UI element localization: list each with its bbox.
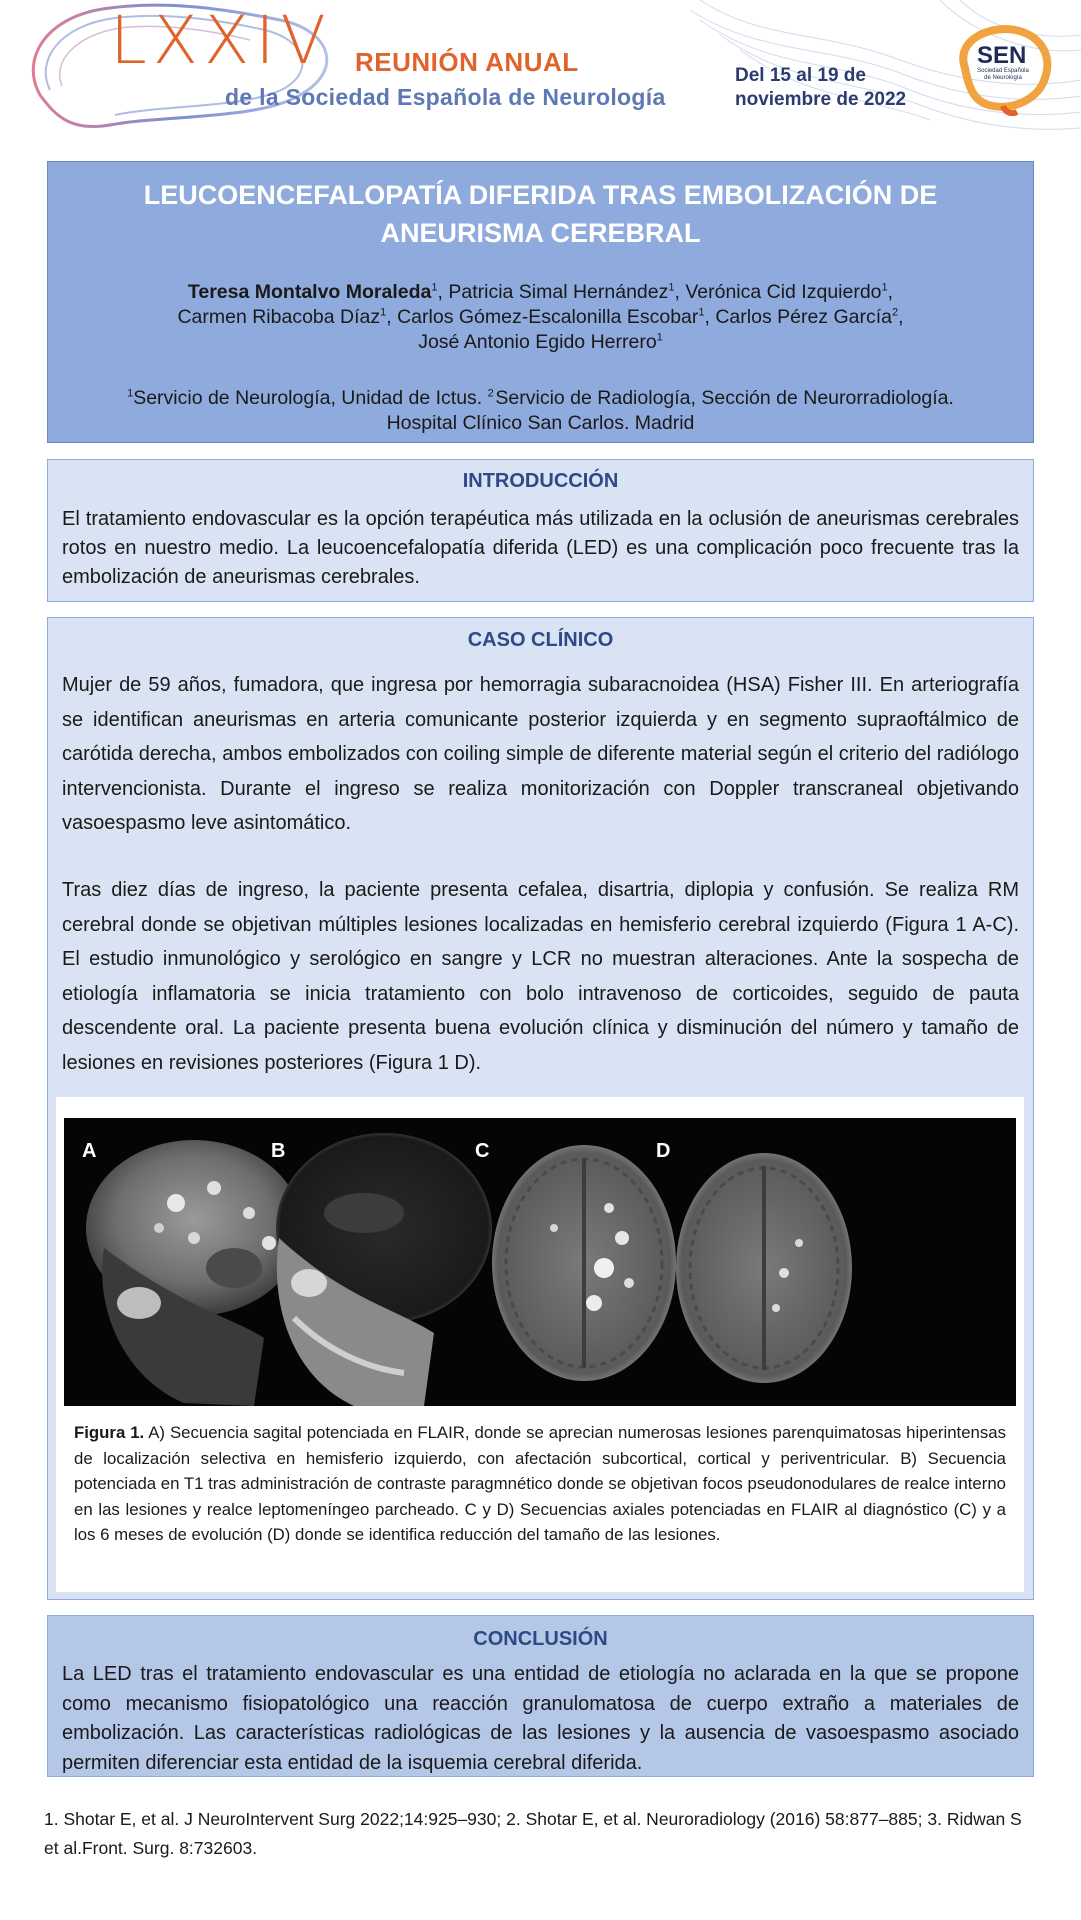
- author-affiliation-mark: 1: [380, 306, 387, 319]
- author-affiliation-mark: 1: [431, 281, 438, 294]
- mri-illustration: [64, 1118, 1016, 1406]
- author-name: Carlos Pérez García: [715, 306, 892, 328]
- affiliation-2: Servicio de Radiología, Sección de Neurorradiología.: [495, 387, 954, 409]
- sen-logo-text: SEN: [977, 42, 1027, 69]
- author-name: Carlos Gómez-Escalonilla Escobar: [397, 306, 699, 328]
- author-name: Carmen Ribacoba Díaz: [177, 306, 381, 328]
- case-section: [47, 617, 1034, 1600]
- author-affiliation-mark: 2: [892, 306, 899, 319]
- affiliations: [48, 386, 1033, 436]
- author-list: Teresa Montalvo Moraleda$^1$, Patricia Simal Hernández$^1$, Verónica Cid Izquierdo$^1$, Carmen Ribacoba Díaz$^1$, Carlos Gómez-Escalonilla Escobar$^1$, Carlos Pérez García$^2$, José Antonio Egido Herrero$^1$: [177, 281, 904, 353]
- figure-caption-text: A) Secuencia sagital potenciada en FLAIR, donde se aprecian numerosas lesiones parenquimatosas hiperintensas de localización selectiva en hemisferio izquierdo, con afectación subcortical, cortical y periventricular. B) Secuencia potenciada en T1 tras administración de contraste paragmnético donde se objetivan focos pseudonodulares de realce interno en las lesiones y realce leptomeníngeo parcheado. C y D) Secuencias axiales potenciadas en FLAIR al diagnóstico (C) y a los 6 meses de evolución (D) donde se identifica reducción del tamaño de las lesiones.: [74, 1423, 1006, 1544]
- mri-image-strip: [64, 1118, 1016, 1406]
- author-affiliation-mark: 1: [656, 331, 663, 344]
- section-text: La LED tras el tratamiento endovascular es una entidad de etiología no aclarada en la que se propone como mecanismo fisiopatológico una reacción granulomatosa de cuerpo extraño a materiales de embolización. Las características radiológicas de las lesiones y la ausencia de vasoespasmo asociado permiten diferenciar esta entidad de la isquemia cerebral diferida.: [62, 1663, 1019, 1774]
- introduction-section: [47, 459, 1034, 602]
- poster-title: LEUCOENCEFALOPATÍA DIFERIDA TRAS EMBOLIZACIÓN DE ANEURISMA CEREBRAL: [143, 180, 938, 248]
- author-name: Teresa Montalvo Moraleda: [187, 281, 432, 303]
- figure-caption: [74, 1420, 1006, 1548]
- panel-label-d: D: [656, 1140, 671, 1162]
- author-name: Patricia Simal Hernández: [448, 281, 669, 303]
- section-heading: CONCLUSIÓN: [473, 1628, 608, 1650]
- figure-1: [56, 1097, 1024, 1592]
- affiliation-mark: 2: [487, 387, 494, 400]
- congress-subtitle: de la Sociedad Española de Neurología: [225, 84, 666, 110]
- author-affiliation-mark: 1: [881, 281, 888, 294]
- author-name: José Antonio Egido Herrero: [418, 331, 657, 353]
- affiliation-mark: 1: [127, 387, 134, 400]
- section-heading: CASO CLÍNICO: [467, 629, 614, 651]
- mri-panel-b: [276, 1133, 492, 1406]
- title-block: [47, 161, 1034, 443]
- congress-banner: [0, 0, 1081, 135]
- panel-label-b: B: [271, 1140, 286, 1162]
- sen-logo-subtext: Sociedad Española de Neurología: [977, 68, 1029, 81]
- section-text: El tratamiento endovascular es la opción terapéutica más utilizada en la oclusión de aneurismas cerebrales rotos en nuestro medio. La leucoencefalopatía diferida (LED) es una complicación poco frecuente tras la embolización de aneurismas cerebrales.: [62, 508, 1019, 588]
- mri-panel-d: [676, 1153, 852, 1383]
- section-heading: INTRODUCCIÓN: [462, 470, 619, 492]
- case-paragraph: Tras diez días de ingreso, la paciente presenta cefalea, disartria, diplopia y confusión. Se realiza RM cerebral donde se objetivan múltiples lesiones localizadas en hemisferio cerebral izquierdo (Figura 1 A-C). El estudio inmunológico y serológico en sangre y LCR no muestran alteraciones. Ante la sospecha de etiología inflamatoria se inicia tratamiento con bolo intravenoso de corticoides, seguido de pauta descendente oral. La paciente presenta buena evolución clínica y disminución del número y tamaño de lesiones en revisiones posteriores (Figura 1 D).: [62, 879, 1019, 1074]
- conclusion-section: [47, 1615, 1034, 1777]
- congress-dates: Del 15 al 19 de noviembre de 2022: [735, 65, 907, 110]
- author-name: Verónica Cid Izquierdo: [685, 281, 882, 303]
- panel-label-c: C: [475, 1140, 490, 1162]
- figure-caption-label: Figura 1.: [74, 1423, 145, 1442]
- affiliation-1: Servicio de Neurología, Unidad de Ictus.: [133, 387, 483, 409]
- references: 1. Shotar E, et al. J NeuroIntervent Surg 2022;14:925–930; 2. Shotar E, et al. Neuroradiology (2016) 58:877–885; 3. Ridwan S et al.Front. Surg. 8:732603.: [44, 1809, 1022, 1858]
- affiliation-3: Hospital Clínico San Carlos. Madrid: [386, 412, 695, 434]
- congress-title: REUNIÓN ANUAL: [355, 47, 579, 77]
- mri-panel-c: [492, 1145, 676, 1381]
- author-affiliation-mark: 1: [698, 306, 705, 319]
- congress-number: LXXIV: [110, 2, 332, 79]
- mri-panel-a: [86, 1140, 302, 1406]
- case-paragraph: Mujer de 59 años, fumadora, que ingresa por hemorragia subaracnoidea (HSA) Fisher III. En arteriografía se identifican aneurismas en arteria comunicante posterior izquierda y en segmento supraoftálmico de carótida derecha, ambos embolizados con coiling simple de diferente material según el criterio del radiólogo intervencionista. Durante el ingreso se realiza monitorización con Doppler transcraneal objetivando vasoespasmo leve asintomático.: [62, 674, 1019, 834]
- author-affiliation-mark: 1: [668, 281, 675, 294]
- panel-label-a: A: [82, 1140, 97, 1162]
